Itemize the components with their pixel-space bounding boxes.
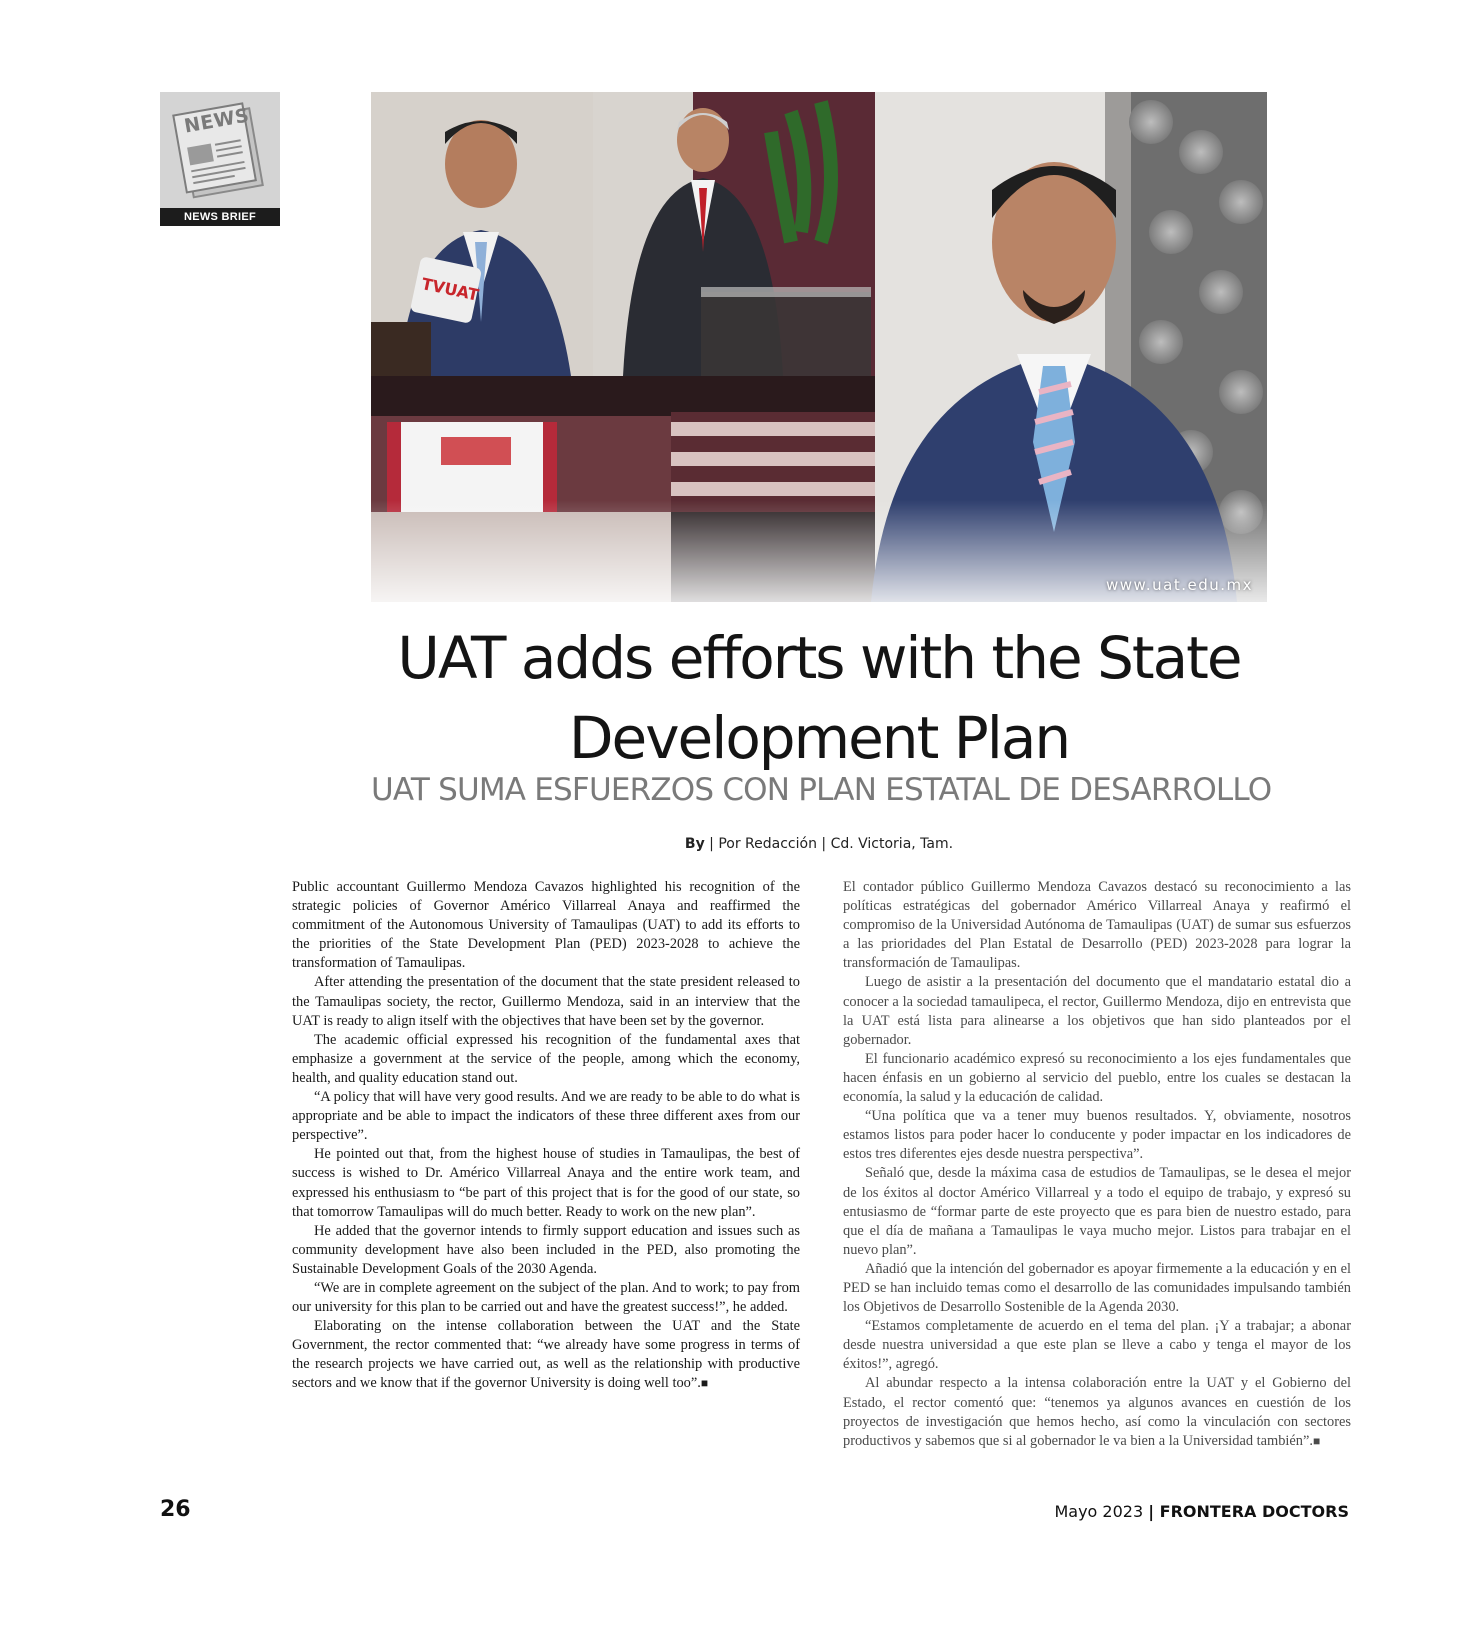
byline-author: | Por Redacción xyxy=(709,836,817,852)
issue-date: Mayo 2023 xyxy=(1054,1502,1144,1521)
article-headline: UAT adds efforts with the State Development Plan xyxy=(397,624,1241,772)
english-paragraph: “We are in complete agreement on the subject of the plan. And to work; to pay from our university for this plan to be carried out and have the greatest success!”, he added. xyxy=(292,1279,800,1316)
spanish-paragraph: Luego de asistir a la presentación del documento que el mandatario estatal dio a conocer a la sociedad tamaulipeca, el rector, Guillermo Mendoza, dijo en entrevista que la UAT está lista para alinearse a los objetivos que han sido planteados por el gobernador. xyxy=(843,974,1351,1048)
english-paragraph-text: Elaborating on the intense collaboration between the UAT and the State Government, the rector commented that: “we already have some progress in terms of the research projects we have carried out, as well as the relationship with productive sectors and we know that if the governor University is doing well too”. xyxy=(292,1318,800,1392)
spanish-paragraph: Señaló que, desde la máxima casa de estudios de Tamaulipas, se le desea el mejor de los éxitos al doctor Américo Villarreal y a todo el equipo de trabajo, y expresó su entusiasmo de “formar parte de este proyecto que es para bien de nuestro estado, para que el día de mañana a Tamaulipas le vaya mucho mejor. Listos para trabajar en el nuevo plan”. xyxy=(843,1165,1351,1258)
newspaper-icon xyxy=(160,92,280,208)
section-badge xyxy=(160,92,280,226)
spanish-paragraph-last xyxy=(843,1374,1351,1450)
english-paragraph: The academic official expressed his recognition of the fundamental axes that emphasize a government at the service of the people, among which the economy, health, and quality education stand out. xyxy=(292,1031,800,1086)
hero-photo-collage xyxy=(371,92,1267,602)
english-paragraph: He pointed out that, from the highest house of studies in Tamaulipas, the best of success is wished to Dr. Américo Villarreal Anaya and the entire work team, and expressed his enthusiasm to “be part of this project that is for the good of our state, so that tomorrow Tamaulipas will do much better. Ready to work on the new plan”. xyxy=(292,1146,800,1220)
article-subhead: UAT SUMA ESFUERZOS CON PLAN ESTATAL DE DESARROLLO xyxy=(371,772,1272,808)
collage-illustration xyxy=(371,92,1267,602)
spanish-paragraph-text: Al abundar respecto a la intensa colaboración entre la UAT y el Gobierno del Estado, el rector comentó que: “tenemos ya algunos avances en cuestión de los proyectos de investigación que hemos hecho, así como la vinculación con sectores productivos y sabemos que si al gobernador le va bien a la Universidad también”. xyxy=(843,1375,1351,1449)
publication-footer xyxy=(1054,1502,1349,1521)
section-label: NEWS BRIEF xyxy=(160,208,280,226)
english-paragraph: He added that the governor intends to firmly support education and issues such as community development have also been included in the PED, also promoting the Sustainable Development Goals of the 2030 Agenda. xyxy=(292,1222,800,1277)
byline-location: | Cd. Victoria, Tam. xyxy=(821,836,954,852)
end-mark: ■ xyxy=(700,1376,709,1391)
end-mark: ■ xyxy=(1312,1433,1321,1448)
spanish-paragraph: El funcionario académico expresó su reconocimiento a los ejes fundamentales que hacen énfasis en un gobierno al servicio del pueblo, entre los cuales se destacan la economía, la salud y la educación de calidad. xyxy=(843,1050,1351,1106)
english-paragraph: Public accountant Guillermo Mendoza Cavazos highlighted his recognition of the strategic policies of Governor Américo Villarreal Anaya and reaffirmed the commitment of the Autonomous University of Tamaulipas (UAT) to add its efforts to the priorities of the State Development Plan (PED) 2023-2028 to achieve the transformation of Tamaulipas. xyxy=(292,879,800,972)
page-number: 26 xyxy=(160,1497,191,1522)
spanish-paragraph: “Una política que va a tener muy buenos resultados. Y, obviamente, nosotros estamos listos para poder hacer lo conducente y poder impactar en los indicadores de estos tres diferentes ejes desde nuestra perspectiva”. xyxy=(843,1108,1351,1163)
byline xyxy=(371,836,1267,852)
english-paragraph: After attending the presentation of the document that the state president released to the Tamaulipas society, the rector, Guillermo Mendoza, said in an interview that the UAT is ready to align itself with the objectives that have been set by the governor. xyxy=(292,974,800,1029)
article-body-spanish xyxy=(843,878,1351,1451)
photo-credit: www.uat.edu.mx xyxy=(1105,576,1253,594)
spanish-paragraph: El contador público Guillermo Mendoza Cavazos destacó su reconocimiento a las políticas estratégicas del gobernador Américo Villarreal Anaya y reafirmó el compromiso de la Universidad Autónoma de Tamaulipas (UAT) de sumar sus esfuerzos a las prioridades del Plan Estatal de Desarrollo (PED) 2023-2028 para lograr la transformación de Tamaulipas. xyxy=(843,879,1351,972)
publication-name: | FRONTERA DOCTORS xyxy=(1148,1502,1349,1521)
article-body-english xyxy=(292,878,800,1394)
english-paragraph-last xyxy=(292,1317,800,1393)
byline-by: By xyxy=(684,836,705,852)
spanish-paragraph: Añadió que la intención del gobernador es apoyar firmemente a la educación y en el PED se han incluido temas como el desarrollo de las comunidades impulsando también los Objetivos de Desarrollo Sostenible de la Agenda 2030. xyxy=(843,1260,1351,1316)
english-paragraph: “A policy that will have very good results. And we are ready to be able to do what is appropriate and be able to impact the indicators of these three different axes from our perspective”. xyxy=(292,1089,800,1144)
spanish-paragraph: “Estamos completamente de acuerdo en el tema del plan. ¡Y a trabajar; a abonar desde nuestra universidad a que este plan se lleve a cabo y tenga el mayor de los éxitos!”, agregó. xyxy=(843,1318,1351,1373)
badge-icon-text: NEWS xyxy=(182,104,251,138)
